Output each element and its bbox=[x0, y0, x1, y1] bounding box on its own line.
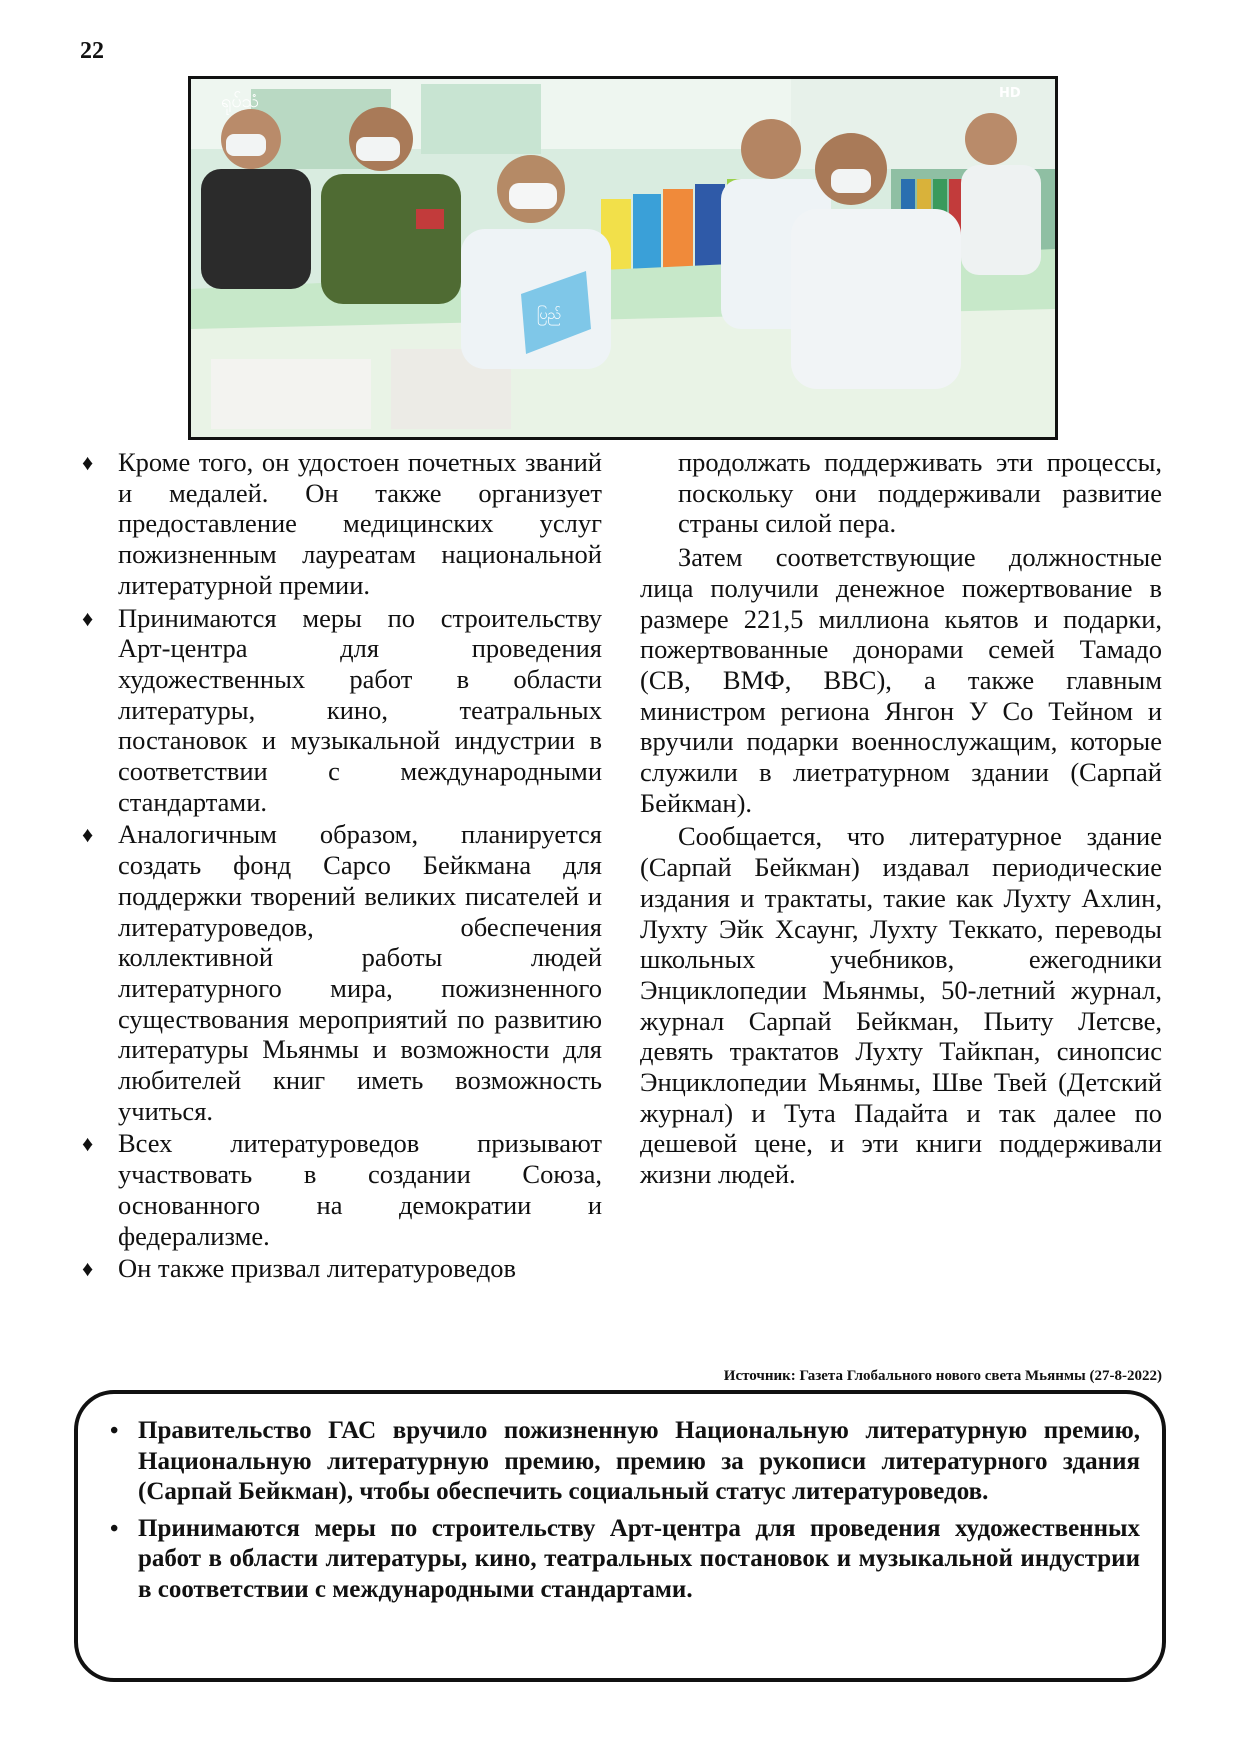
summary-item-text: Правительство ГАС вручило пожизненную Национальную литературную премию, Национальную литературную премию, премию за рукописи литературного здания (Сарпай Бейкман), чтобы обеспечить социальный статус литературоведов. bbox=[138, 1417, 1140, 1505]
left-column bbox=[82, 447, 602, 1286]
list-item bbox=[82, 1128, 602, 1251]
page-number: 22 bbox=[80, 38, 104, 64]
list-item bbox=[82, 603, 602, 818]
bullet-list bbox=[82, 447, 602, 1284]
body-paragraph: Сообщается, что литературное здание (Сарпай Бейкман) издавал периодические издания и трактаты, такие как Лухту Ахлин, Лухту Эйк Хсаунг, Лухту Теккато, переводы школьных учебников, ежегодники Энциклопедии Мьянмы, 50-летний журнал, журнал Сарпай Бейкман, Пьиту Летсве, девять трактатов Лухту Тайкпан, синопсис Энциклопедии Мьянмы, Шве Твей (Детский журнал) и Тута Падайта и так далее по дешевой цене, и эти книги поддерживали жизни людей. bbox=[640, 821, 1162, 1190]
hd-badge: HD bbox=[999, 86, 1021, 101]
continuation-text: продолжать поддерживать эти процессы, поскольку они поддерживали развитие страны силой пера. bbox=[678, 447, 1162, 539]
diamond-bullet-icon: ♦ bbox=[82, 822, 94, 848]
diamond-bullet-icon: ♦ bbox=[82, 450, 94, 475]
body-paragraph: Затем соответствующие должностные лица получили денежное пожертвование в размере 221,5 миллиона кьятов и подарки, пожертвованные донорами семей Тамадо (СВ, ВМФ, ВВС), а также главным министром региона Янгон У Со Тейном и вручили подарки военнослужащим, которые служили в лиетратурном здании (Сарпай Бейкман). bbox=[640, 542, 1162, 818]
list-item-text: Кроме того, он удостоен почетных званий и медалей. Он также организует предоставление медицинских услуг пожизненным лауреатам национальной литературной премии. bbox=[118, 447, 602, 600]
news-photo bbox=[188, 76, 1058, 440]
diamond-bullet-icon: ♦ bbox=[82, 1256, 94, 1282]
diamond-bullet-icon: ♦ bbox=[82, 605, 94, 631]
list-item-text: Принимаются меры по строительству Арт-центра для проведения художественных работ в области литературы, кино, театральных постановок и музыкальной индустрии в соответствии с международными стандартами. bbox=[118, 602, 602, 817]
photo-illustration bbox=[191, 79, 1055, 437]
list-item bbox=[82, 1253, 602, 1284]
right-column bbox=[640, 447, 1162, 1193]
bullet-icon: • bbox=[110, 1515, 119, 1542]
list-item-text: Аналогичным образом, планируется создать фонд Сарсо Бейкмана для поддержки творений великих писателей и литературоведов, обеспечения коллективной работы людей литературного мира, пожизненного существования мероприятий по развитию литературы Мьянмы и возможности для любителей книг иметь возможность учиться. bbox=[118, 819, 602, 1126]
list-item bbox=[82, 447, 602, 601]
diamond-bullet-icon: ♦ bbox=[82, 1131, 94, 1157]
summary-item bbox=[100, 1514, 1140, 1606]
sign-text: ပြည် bbox=[537, 307, 561, 323]
list-item-text: Он также призвал литературоведов bbox=[118, 1253, 516, 1284]
list-item bbox=[82, 819, 602, 1126]
summary-item bbox=[100, 1416, 1140, 1508]
source-citation: Источник: Газета Глобального нового света Мьянмы (27-8-2022) bbox=[723, 1368, 1162, 1384]
summary-item-text: Принимаются меры по строительству Арт-центра для проведения художественных работ в области литературы, кино, театральных постановок и музыкальной индустрии в соответствии с международными стандартами. bbox=[138, 1514, 1140, 1603]
summary-box bbox=[74, 1390, 1166, 1682]
list-item-text: Всех литературоведов призывают участвовать в создании Союза, основанного на демократии и федерализме. bbox=[118, 1128, 602, 1251]
summary-list bbox=[100, 1416, 1140, 1605]
channel-watermark: ရုပ်သံ bbox=[221, 91, 260, 112]
bullet-icon: • bbox=[110, 1418, 119, 1444]
